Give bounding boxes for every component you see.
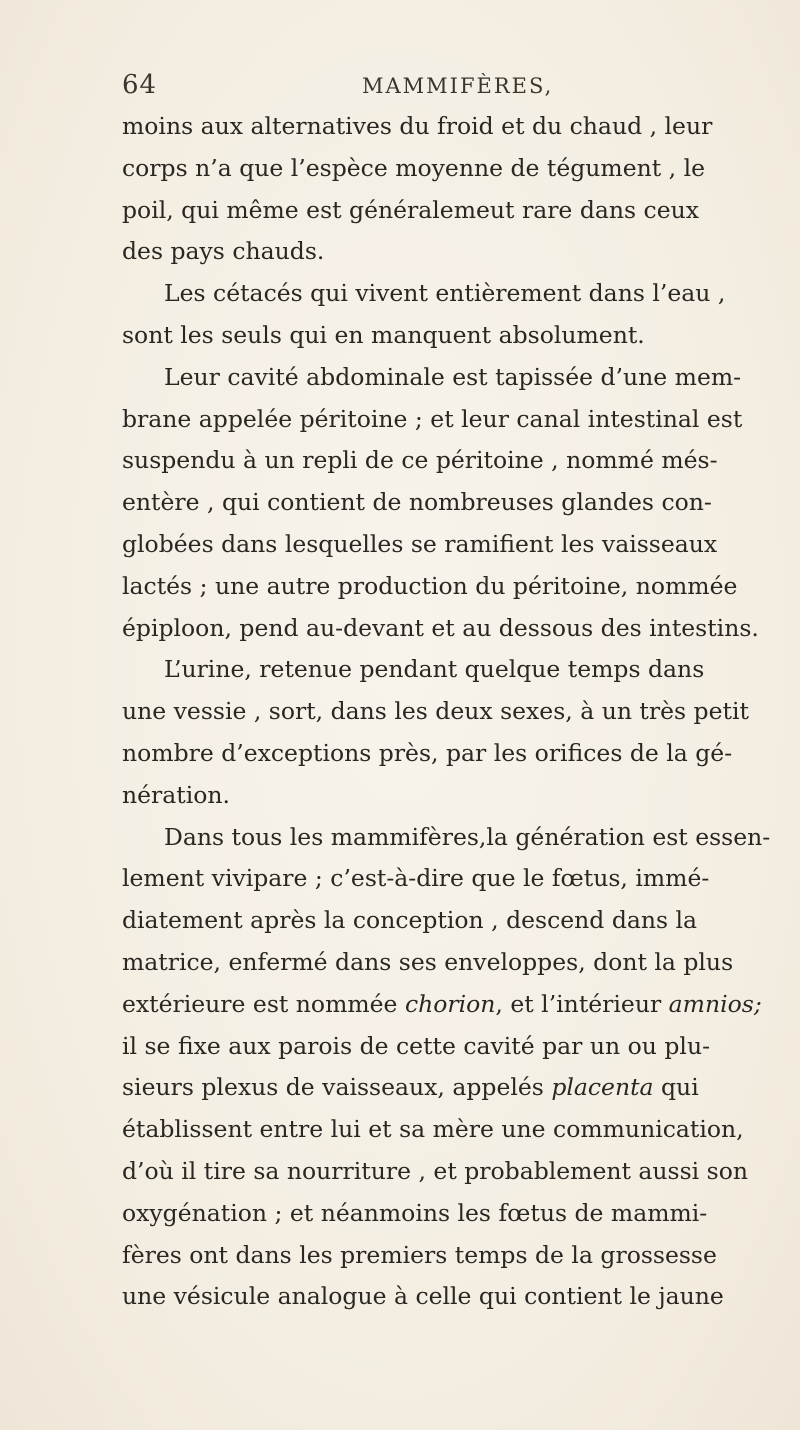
text-line	[122, 984, 762, 1026]
text-line: lement vivipare ; c’est-à-dire que le fœtus, immé-	[122, 864, 710, 893]
running-head: MAMMIFÈRES,	[362, 74, 554, 98]
text-line: poil, qui même est généralemeut rare dans ceux	[122, 195, 699, 224]
text-line: une vésicule analogue à celle qui contient le jaune	[122, 1282, 724, 1311]
text-line: suspendu à un repli de ce péritoine , nommé més-	[122, 446, 718, 475]
text-line: Leur cavité abdominale est tapissée d’une mem-	[164, 362, 742, 391]
text-segment: qui	[653, 1073, 699, 1102]
text-segment: , et l’intérieur	[495, 989, 669, 1018]
body-text	[122, 106, 771, 1318]
page-header	[122, 70, 682, 110]
text-line: il se fixe aux parois de cette cavité par un ou plu-	[122, 1031, 711, 1060]
text-segment: sieurs plexus de vaisseaux, appelés	[122, 1073, 552, 1102]
text-line: Dans tous les mammifères,la génération est essen-	[164, 822, 771, 851]
page-number: 64	[122, 70, 158, 100]
text-line: oxygénation ; et néanmoins les fœtus de mammi-	[122, 1198, 708, 1227]
text-line: corps n’a que l’espèce moyenne de tégument , le	[122, 153, 706, 182]
text-line: lactés ; une autre production du péritoine, nommée	[122, 571, 738, 600]
text-line: fères ont dans les premiers temps de la grossesse	[122, 1240, 717, 1269]
italic-term: chorion	[404, 989, 496, 1018]
text-line: épiploon, pend au-devant et au dessous des intestins.	[122, 613, 759, 642]
text-line: nération.	[122, 780, 230, 809]
text-segment: extérieure est nommée	[122, 989, 405, 1018]
text-line: L’urine, retenue pendant quelque temps dans	[164, 655, 705, 684]
text-line: une vessie , sort, dans les deux sexes, à un très petit	[122, 697, 749, 726]
text-line: établissent entre lui et sa mère une communication,	[122, 1115, 744, 1144]
italic-term: placenta	[551, 1073, 654, 1102]
text-line: Les cétacés qui vivent entièrement dans l’eau ,	[164, 279, 726, 308]
text-line: entère , qui contient de nombreuses glandes con-	[122, 488, 712, 517]
text-line: matrice, enfermé dans ses enveloppes, dont la plus	[122, 947, 734, 976]
text-line: des pays chauds.	[122, 237, 325, 266]
italic-term: amnios;	[668, 989, 762, 1018]
text-line: d’où il tire sa nourriture , et probablement aussi son	[122, 1156, 749, 1185]
text-line: moins aux alternatives du froid et du chaud , leur	[122, 112, 713, 140]
text-line: nombre d’exceptions près, par les orifices de la gé-	[122, 738, 733, 767]
text-line: sont les seuls qui en manquent absolument.	[122, 320, 645, 349]
text-line: globées dans lesquelles se ramifient les vaisseaux	[122, 529, 718, 558]
text-line	[122, 1067, 699, 1109]
text-line: brane appelée péritoine ; et leur canal intestinal est	[122, 404, 743, 433]
text-line: diatement après la conception , descend dans la	[122, 906, 698, 935]
